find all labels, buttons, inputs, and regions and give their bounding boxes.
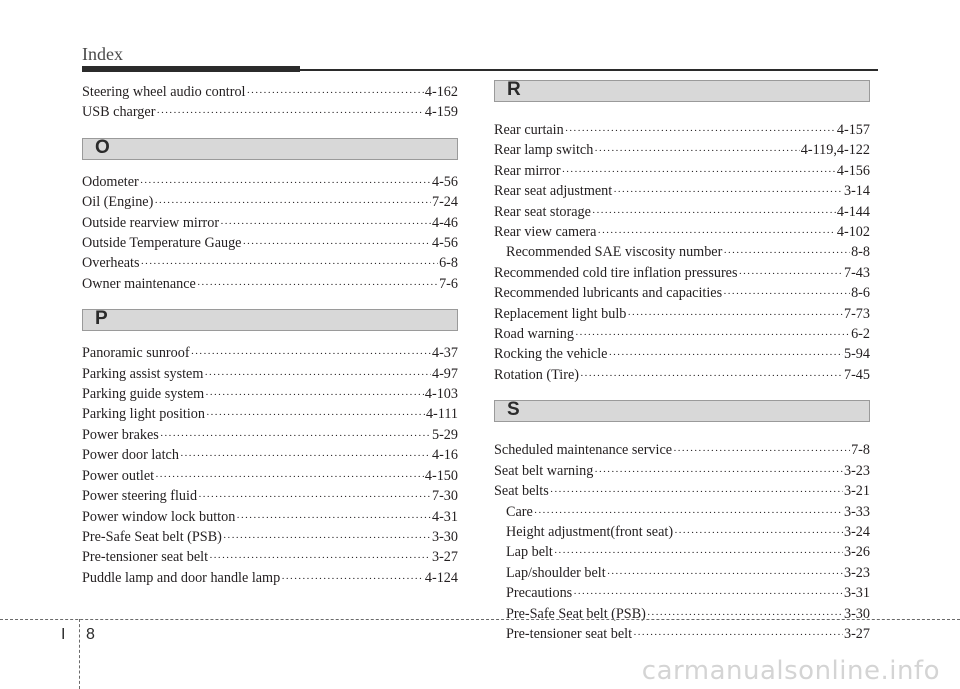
index-entry-page: 4-124 (424, 569, 458, 586)
index-entry-page: 3-26 (843, 544, 870, 561)
index-entry-page: 3-24 (843, 523, 870, 540)
index-entry (82, 214, 458, 234)
index-entry-label: Replacement light bulb (494, 305, 627, 322)
dot-leader (627, 306, 843, 325)
index-entry-page: 5-29 (431, 426, 458, 443)
index-entry (494, 141, 870, 161)
index-entry (82, 548, 458, 568)
dot-leader (242, 235, 431, 254)
dot-leader (209, 549, 431, 568)
index-entry-label: Recommended cold tire inflation pressures (494, 264, 738, 281)
index-entry-page: 4-162 (424, 84, 458, 100)
index-entry-label: Lap belt (506, 544, 553, 561)
dot-leader (220, 215, 431, 234)
dot-leader (281, 570, 424, 589)
index-entry (494, 345, 870, 365)
dot-leader (236, 509, 431, 528)
index-entry-page: 4-111 (425, 406, 458, 423)
index-entry-label: Overheats (82, 255, 140, 272)
section-r-entries (494, 121, 870, 386)
index-entry (494, 482, 870, 502)
index-entry (494, 605, 870, 625)
index-entry-page: 4-97 (431, 365, 458, 382)
index-entry-label: Pre-Safe Seat belt (PSB) (506, 605, 646, 622)
index-entry (82, 569, 458, 589)
index-entry-label: Outside rearview mirror (82, 214, 220, 231)
index-entry-page: 8-6 (851, 285, 870, 302)
index-entry (82, 385, 458, 405)
index-entry-page: 4-56 (431, 173, 458, 190)
index-entry-page: 5-94 (843, 346, 870, 363)
dot-leader (156, 104, 423, 123)
index-entry-page: 4-159 (424, 104, 458, 121)
index-entry-page: 4-156 (836, 162, 870, 179)
index-entry (82, 234, 458, 254)
index-entry-label: Parking guide system (82, 386, 205, 403)
index-entry (82, 487, 458, 507)
dot-leader (206, 406, 425, 425)
section-letter-o: O (95, 136, 110, 158)
index-entry-label: Recommended SAE viscosity number (506, 244, 723, 261)
index-entry-label: Seat belt warning (494, 462, 594, 479)
section-header-p (82, 309, 458, 331)
index-entry-label: Power brakes (82, 426, 159, 443)
index-entry-label: Pre-tensioner seat belt (506, 625, 633, 642)
index-entry-label: Outside Temperature Gauge (82, 235, 242, 252)
index-entry (494, 584, 870, 604)
dot-leader (580, 367, 843, 386)
index-entry-page: 4-37 (431, 345, 458, 362)
index-entry (82, 467, 458, 487)
index-entry-page: 4-157 (836, 122, 870, 138)
section-header-r (494, 80, 870, 102)
index-entry-label: Rear seat storage (494, 203, 591, 220)
index-entry-label: Pre-tensioner seat belt (82, 549, 209, 566)
dot-leader (204, 366, 431, 385)
index-entry-label: Odometer (82, 173, 139, 190)
index-entry-label: Road warning (494, 326, 574, 343)
index-entry-page: 3-27 (431, 549, 458, 566)
page-title: Index (82, 44, 123, 64)
index-entry-label: Panoramic sunroof (82, 345, 190, 362)
dot-leader (141, 255, 439, 274)
index-entry-label: Oil (Engine) (82, 194, 154, 211)
dot-leader (155, 468, 424, 487)
index-entry-page: 7-30 (431, 488, 458, 505)
index-entry-label: Care (506, 503, 533, 520)
left-column (82, 83, 458, 589)
right-column (494, 80, 870, 645)
dot-leader (573, 585, 843, 604)
dot-leader (647, 606, 843, 625)
dot-leader (205, 386, 424, 405)
index-entry-page: 4-56 (431, 235, 458, 252)
index-entry-page: 3-30 (431, 528, 458, 545)
dot-leader (562, 163, 836, 182)
section-letter-p: P (95, 308, 108, 330)
index-entry-page: 7-43 (843, 264, 870, 281)
index-entry-label: Rear mirror (494, 162, 561, 179)
index-entry-label: Power window lock button (82, 508, 236, 525)
dot-leader (723, 285, 850, 304)
section-header-o (82, 138, 458, 160)
top-entries-list (82, 83, 458, 124)
dot-leader (554, 544, 843, 563)
index-entry-page: 3-21 (843, 483, 870, 500)
section-o-entries (82, 173, 458, 295)
index-entry-label: Seat belts (494, 483, 549, 500)
dot-leader (534, 504, 843, 523)
section-s-entries (494, 441, 870, 645)
index-entry-page: 7-73 (843, 305, 870, 322)
index-entry-page: 3-31 (843, 585, 870, 602)
index-entry-page: 3-23 (843, 462, 870, 479)
index-entry (494, 162, 870, 182)
index-entry (494, 503, 870, 523)
index-entry (82, 344, 458, 364)
index-entry (82, 173, 458, 193)
index-entry (82, 405, 458, 425)
index-entry-label: Rear curtain (494, 122, 564, 138)
index-entry-label: Power outlet (82, 467, 155, 484)
index-entry (494, 543, 870, 563)
dot-leader (191, 345, 431, 364)
index-entry-page: 6-8 (439, 255, 458, 272)
dot-leader (597, 224, 835, 243)
index-entry-label: Rear view camera (494, 224, 597, 241)
section-header-s (494, 400, 870, 422)
index-entry-page: 4-102 (836, 224, 870, 241)
dot-leader (575, 326, 850, 345)
index-entry (494, 121, 870, 141)
index-entry-label: Lap/shoulder belt (506, 564, 606, 581)
index-entry-label: Steering wheel audio control (82, 84, 246, 100)
index-entry-label: USB charger (82, 104, 156, 121)
index-entry-page: 4-16 (431, 447, 458, 464)
index-entry (82, 83, 458, 103)
index-entry-label: Owner maintenance (82, 275, 196, 292)
dot-leader (607, 565, 843, 584)
footer-section-letter: I (61, 626, 66, 643)
dot-leader (247, 84, 424, 103)
dot-leader (633, 626, 843, 645)
dot-leader (594, 463, 843, 482)
dot-leader (198, 488, 431, 507)
index-entry-page: 7-6 (439, 275, 458, 292)
dot-leader (197, 276, 438, 295)
dot-leader (565, 122, 836, 141)
index-entry (82, 528, 458, 548)
index-entry-label: Rocking the vehicle (494, 346, 608, 363)
dot-leader (223, 529, 431, 548)
index-entry (82, 193, 458, 213)
index-entry (82, 365, 458, 385)
index-entry-page: 4-103 (424, 386, 458, 403)
index-entry-page: 3-27 (843, 625, 870, 642)
index-entry-page: 4-144 (836, 203, 870, 220)
dot-leader (738, 265, 843, 284)
index-entry (494, 325, 870, 345)
dot-leader (674, 524, 843, 543)
index-entry-page: 3-14 (843, 183, 870, 200)
index-entry (494, 203, 870, 223)
footer-rule (0, 619, 960, 620)
header-rule-thin (300, 69, 878, 71)
dot-leader (608, 346, 843, 365)
index-entry (82, 426, 458, 446)
index-entry (494, 182, 870, 202)
dot-leader (550, 483, 843, 502)
index-entry (82, 254, 458, 274)
index-entry-page: 4-119,4-122 (800, 142, 870, 159)
index-entry (494, 264, 870, 284)
section-letter-r: R (507, 79, 521, 100)
index-entry (494, 462, 870, 482)
footer-divider (79, 619, 80, 689)
index-entry-page: 4-46 (431, 214, 458, 231)
dot-leader (180, 447, 431, 466)
dot-leader (160, 427, 431, 446)
index-entry-page: 4-31 (431, 508, 458, 525)
index-entry (494, 284, 870, 304)
index-entry (494, 523, 870, 543)
index-entry (494, 223, 870, 243)
index-entry-label: Rear seat adjustment (494, 183, 613, 200)
index-entry-label: Rotation (Tire) (494, 366, 579, 383)
dot-leader (592, 204, 836, 223)
index-entry-label: Pre-Safe Seat belt (PSB) (82, 528, 222, 545)
index-entry-page: 3-23 (843, 564, 870, 581)
index-entry-page: 4-150 (424, 467, 458, 484)
index-entry (82, 508, 458, 528)
index-entry (82, 275, 458, 295)
dot-leader (140, 174, 431, 193)
index-entry-page: 8-8 (851, 244, 870, 261)
index-entry-label: Height adjustment(front seat) (506, 523, 674, 540)
header-rule-thick (82, 66, 300, 72)
index-entry (494, 564, 870, 584)
index-entry (494, 625, 870, 645)
index-entry-page: 6-2 (851, 326, 870, 343)
index-entry-label: Power steering fluid (82, 488, 198, 505)
index-entry-label: Parking light position (82, 406, 205, 423)
index-entry-label: Scheduled maintenance service (494, 442, 673, 459)
index-entry-label: Parking assist system (82, 365, 204, 382)
index-entry (82, 446, 458, 466)
dot-leader (594, 142, 799, 161)
index-entry (494, 305, 870, 325)
index-entry-label: Power door latch (82, 447, 179, 464)
dot-leader (673, 442, 850, 461)
index-entry-label: Puddle lamp and door handle lamp (82, 569, 281, 586)
footer-page-number: 8 (86, 626, 95, 643)
index-entry (82, 103, 458, 123)
index-entry-label: Precautions (506, 585, 573, 602)
dot-leader (154, 194, 431, 213)
watermark-text: carmanualsonline.info (641, 656, 940, 686)
index-entry-page: 7-45 (843, 366, 870, 383)
index-entry-label: Recommended lubricants and capacities (494, 285, 723, 302)
index-entry-page: 7-8 (851, 442, 870, 459)
index-entry-label: Rear lamp switch (494, 142, 594, 159)
dot-leader (723, 244, 850, 263)
dot-leader (613, 183, 843, 202)
index-entry-page: 3-33 (843, 503, 870, 520)
index-entry (494, 366, 870, 386)
section-p-entries (82, 344, 458, 589)
index-entry-page: 7-24 (431, 194, 458, 211)
index-entry-page: 3-30 (843, 605, 870, 622)
section-letter-s: S (507, 399, 520, 421)
index-entry (494, 243, 870, 263)
index-entry (494, 441, 870, 461)
